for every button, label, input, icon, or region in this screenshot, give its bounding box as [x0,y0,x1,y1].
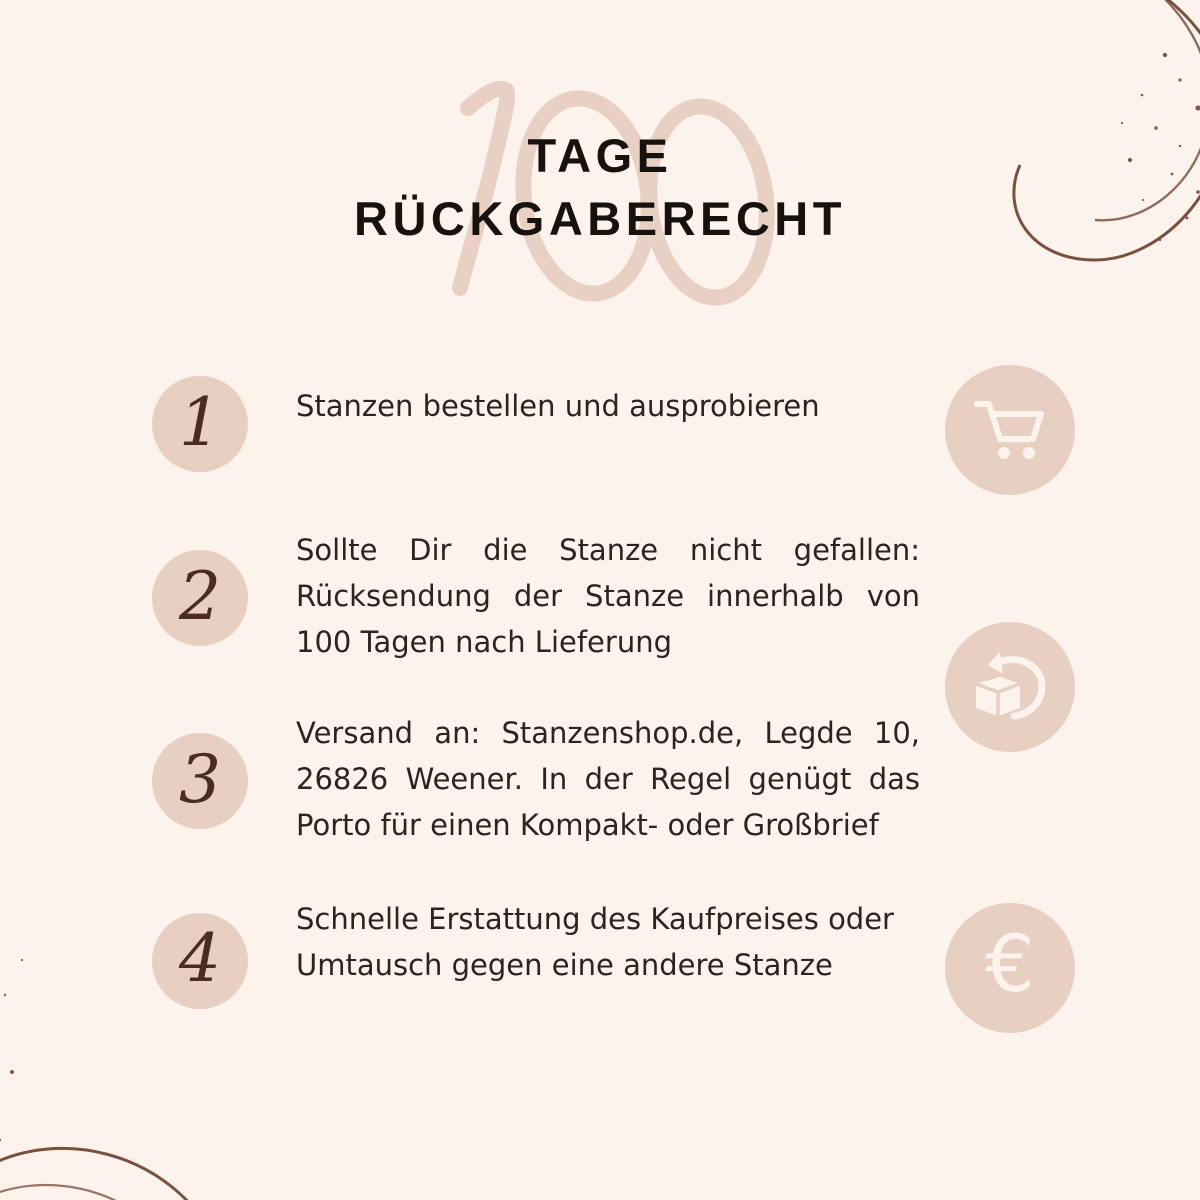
euro-icon [945,903,1075,1033]
step-badge-4 [152,913,248,1009]
step-badge-2 [152,550,248,646]
title-line-2: RÜCKGABERECHT [354,192,846,246]
step-number: 1 [179,383,221,461]
step-text: Schnelle Erstattung des Kaufpreises oder Umtausch gegen eine andere Stanze [296,901,894,982]
euro-glyph: € [985,920,1035,1010]
step-text: Stanzen bestellen und ausprobieren [296,389,820,423]
step-number: 4 [179,920,221,998]
return-parcel-icon [945,622,1075,752]
step-number: 3 [179,740,221,818]
step-badge-1 [152,376,248,472]
step-number: 2 [179,557,221,635]
step-text: Versand an: Stanzenshop.de, Legde 10, 26826 Weener. In der Regel genügt das Porto für einen Kompakt- oder Großbrief [296,716,920,843]
title-line-1: TAGE [527,129,673,182]
shopping-cart-icon [945,365,1075,495]
page-title-block [0,56,1200,336]
step-text: Sollte Dir die Stanze nicht gefallen: Rücksendung der Stanze innerhalb von 100 Tagen nach Lieferung [296,533,920,659]
step-badge-3 [152,733,248,829]
page-title [0,56,1200,251]
